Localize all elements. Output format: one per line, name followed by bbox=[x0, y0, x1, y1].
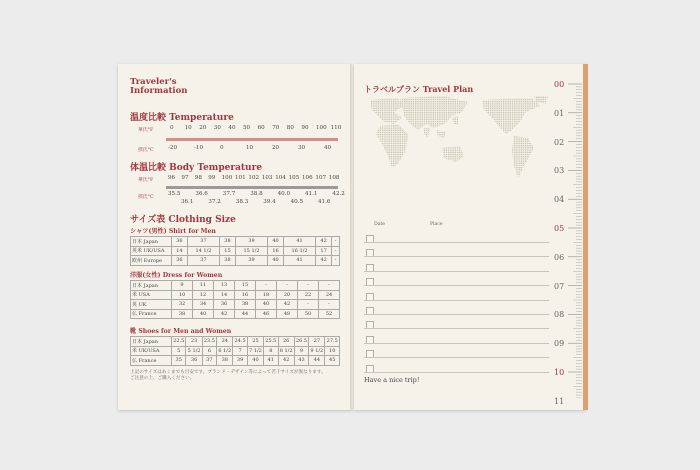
table-row bbox=[131, 256, 340, 266]
body-c-value: 37.2 bbox=[208, 199, 221, 205]
plan-line[interactable] bbox=[364, 357, 549, 358]
table-cell: 16 1/2 bbox=[283, 246, 315, 256]
table-cell: 40 bbox=[193, 309, 214, 319]
table-cell: - bbox=[332, 237, 340, 247]
table-cell: 37 bbox=[187, 237, 219, 247]
table-cell: 18 bbox=[256, 290, 277, 300]
table-cell: 39 bbox=[235, 237, 267, 247]
table-cell: 42 bbox=[316, 237, 332, 247]
body-temperature-title: 体温比較 Body Temperature bbox=[130, 163, 263, 173]
body-c-value: 38.3 bbox=[235, 199, 249, 205]
body-celsius-values-upper bbox=[168, 191, 345, 198]
table-cell: 16 bbox=[235, 290, 256, 300]
dress-title: 洋服(女性) Dress for Women bbox=[130, 272, 223, 279]
table-cell: 15 bbox=[220, 246, 236, 256]
plan-line[interactable] bbox=[364, 256, 549, 257]
plan-line[interactable] bbox=[364, 300, 549, 301]
body-f-value: 100 bbox=[221, 175, 233, 181]
table-row bbox=[131, 246, 340, 256]
table-cell: 38 bbox=[217, 356, 233, 366]
table-cell: 17 bbox=[316, 246, 332, 256]
temperature-f-value: 50 bbox=[243, 125, 251, 131]
table-row bbox=[131, 356, 340, 366]
body-c-value: 39.4 bbox=[263, 199, 276, 205]
table-cell: 14 bbox=[214, 290, 235, 300]
temperature-c-value: -20 bbox=[168, 145, 178, 151]
ruler-number: 00 bbox=[554, 80, 565, 89]
table-cell: 38 bbox=[220, 237, 236, 247]
temperature-c-value: 20 bbox=[272, 145, 280, 151]
plan-line[interactable] bbox=[364, 343, 549, 344]
row-label: 日本 Japan bbox=[131, 337, 172, 347]
table-cell: 16 bbox=[268, 246, 284, 256]
table-cell: 20 bbox=[277, 290, 298, 300]
table-row bbox=[131, 281, 340, 291]
plan-line[interactable] bbox=[364, 314, 549, 315]
table-cell: 36 bbox=[214, 300, 235, 310]
table-cell: 8 bbox=[264, 346, 278, 356]
body-c-value: 41.1 bbox=[305, 191, 318, 197]
left-page-travelers-information bbox=[118, 64, 352, 410]
ruler-scale-icon bbox=[568, 80, 582, 398]
table-cell: 41 bbox=[264, 356, 278, 366]
body-f-value: 98 bbox=[194, 175, 202, 181]
table-cell: 13 bbox=[214, 281, 235, 291]
plan-line[interactable] bbox=[364, 271, 549, 272]
table-row bbox=[131, 337, 340, 347]
body-f-value: 106 bbox=[302, 175, 313, 181]
table-cell: 39 bbox=[233, 356, 247, 366]
temperature-scale-bar bbox=[166, 138, 338, 141]
shoes-title: 靴 Shoes for Men and Women bbox=[130, 328, 232, 335]
table-cell: 42 bbox=[278, 356, 294, 366]
temperature-f-value: 20 bbox=[199, 125, 207, 131]
table-cell: - bbox=[298, 300, 319, 310]
body-f-value: 96 bbox=[168, 175, 176, 181]
temperature-f-value: 80 bbox=[286, 125, 294, 131]
table-cell: 35 bbox=[172, 356, 186, 366]
table-cell: 44 bbox=[309, 356, 325, 366]
body-c-value: 38.8 bbox=[250, 191, 263, 197]
travel-plan-title: トラベルプラン Travel Plan bbox=[364, 84, 474, 94]
table-cell: - bbox=[256, 281, 277, 291]
table-cell: 5 1/2 bbox=[187, 347, 201, 354]
table-cell: 48 bbox=[277, 309, 298, 319]
temperature-f-value: 110 bbox=[330, 125, 342, 131]
table-cell: 22.5 bbox=[173, 338, 185, 345]
table-cell: 8 1/2 bbox=[279, 347, 293, 354]
table-cell: 7 1/2 bbox=[249, 347, 262, 354]
temperature-f-value: 100 bbox=[316, 125, 327, 131]
table-cell: 12 bbox=[193, 290, 214, 300]
table-cell: 50 bbox=[298, 309, 319, 319]
table-cell: 7 bbox=[233, 346, 247, 356]
table-cell: 41 bbox=[283, 256, 315, 266]
temperature-celsius-values bbox=[168, 145, 338, 153]
table-cell: 10 bbox=[325, 346, 340, 356]
temperature-c-value: -10 bbox=[194, 145, 204, 151]
table-cell: 40 bbox=[268, 256, 284, 266]
temperature-fahrenheit-values bbox=[168, 125, 342, 133]
table-row bbox=[131, 290, 340, 300]
table-cell: 42 bbox=[277, 300, 298, 310]
table-row bbox=[131, 346, 340, 356]
temperature-f-value: 40 bbox=[228, 125, 236, 131]
table-cell: 41 bbox=[283, 237, 315, 247]
table-cell: 38 bbox=[172, 309, 193, 319]
body-fahrenheit-label: 華氏°F bbox=[138, 178, 154, 183]
table-row bbox=[131, 237, 340, 247]
footer-message: Have a nice trip! bbox=[364, 376, 420, 384]
ruler-number: 05 bbox=[554, 224, 565, 233]
body-f-value: 97 bbox=[181, 175, 189, 181]
body-c-value: 41.6 bbox=[318, 199, 331, 205]
body-celsius-label: 摂氏°C bbox=[138, 195, 154, 200]
table-cell: 23.5 bbox=[203, 338, 215, 345]
table-cell: 14 bbox=[172, 246, 188, 256]
date-column-header: Date bbox=[374, 222, 385, 227]
temperature-c-value: 40 bbox=[324, 145, 332, 151]
shirt-title: シャツ(男性) Shirt for Men bbox=[130, 228, 216, 235]
plan-line[interactable] bbox=[364, 285, 549, 286]
table-cell: 44 bbox=[235, 309, 256, 319]
row-label: 米 USA bbox=[131, 290, 172, 300]
fahrenheit-label: 華氏°F bbox=[138, 128, 154, 133]
temperature-f-value: 90 bbox=[301, 125, 309, 131]
temperature-f-value: 0 bbox=[170, 125, 174, 131]
ruler-number: 01 bbox=[554, 108, 565, 118]
place-column-header: Place bbox=[430, 222, 443, 227]
right-page-travel-plan bbox=[354, 64, 586, 410]
table-cell: 26.5 bbox=[295, 338, 308, 345]
table-cell: 14 1/2 bbox=[187, 246, 219, 256]
table-cell: - bbox=[332, 256, 340, 266]
table-cell: 25.5 bbox=[265, 338, 277, 345]
ruler-number: 09 bbox=[554, 339, 565, 349]
body-c-value: 42.2 bbox=[332, 191, 345, 197]
table-cell: 10 bbox=[172, 290, 193, 300]
table-cell: 24 bbox=[319, 290, 340, 300]
table-cell: 43 bbox=[294, 356, 308, 366]
body-c-value: 40.0 bbox=[277, 191, 291, 197]
table-cell: 5 bbox=[172, 346, 186, 356]
table-cell: 42 bbox=[214, 309, 235, 319]
table-cell: 22 bbox=[298, 290, 319, 300]
plan-line[interactable] bbox=[364, 242, 549, 243]
row-label: 欧州 Europe bbox=[131, 256, 172, 266]
plan-line[interactable] bbox=[364, 328, 549, 329]
ruler-number: 11 bbox=[554, 396, 565, 406]
table-cell: 6 1/2 bbox=[218, 347, 232, 354]
temperature-f-value: 60 bbox=[257, 125, 265, 131]
body-temperature-scale-bar bbox=[166, 186, 338, 189]
body-celsius-values-lower bbox=[168, 199, 338, 206]
shoes-size-table bbox=[130, 336, 340, 366]
table-cell: 15 bbox=[235, 281, 256, 291]
body-f-value: 103 bbox=[261, 175, 273, 181]
ruler-number: 10 bbox=[554, 368, 565, 377]
shirt-size-table bbox=[130, 236, 340, 266]
table-cell: 37 bbox=[187, 256, 219, 266]
body-c-value: 36.6 bbox=[195, 191, 208, 197]
heading-line-2: Information bbox=[130, 86, 188, 96]
table-row bbox=[131, 309, 340, 319]
table-cell: 42 bbox=[316, 256, 332, 266]
size-note-line-1: 上記のサイズはあくまでも目安です。ブランド・デザイン等によって若干サイズが異なります。 bbox=[130, 370, 326, 375]
table-cell: 9 1/2 bbox=[310, 347, 324, 354]
body-f-value: 108 bbox=[328, 175, 340, 181]
world-map-icon bbox=[364, 94, 554, 184]
row-label: 米 UK/USA bbox=[131, 346, 172, 356]
table-row bbox=[131, 300, 340, 310]
table-cell: 46 bbox=[256, 309, 277, 319]
table-cell: 36 bbox=[186, 356, 202, 366]
ruler-number: 04 bbox=[554, 195, 565, 205]
table-cell: 26 bbox=[278, 337, 294, 347]
table-cell: 32 bbox=[172, 300, 193, 310]
temperature-f-value: 10 bbox=[184, 125, 192, 131]
temperature-c-value: 30 bbox=[298, 145, 306, 151]
body-c-value: 36.1 bbox=[181, 199, 194, 205]
table-cell: 34 bbox=[193, 300, 214, 310]
table-cell: - bbox=[298, 281, 319, 291]
body-c-value: 40.5 bbox=[290, 199, 304, 205]
table-cell: 15 1/2 bbox=[235, 246, 267, 256]
body-f-value: 99 bbox=[208, 175, 216, 181]
size-note bbox=[130, 370, 326, 382]
heading-line-1: Traveler's bbox=[130, 77, 177, 87]
temperature-f-value: 70 bbox=[272, 125, 280, 131]
body-f-value: 104 bbox=[275, 175, 286, 181]
table-cell: 9 bbox=[172, 281, 193, 291]
ruler-number: 02 bbox=[554, 137, 565, 147]
temperature-f-value: 30 bbox=[213, 125, 221, 131]
table-cell: 24.5 bbox=[234, 338, 246, 345]
table-cell: 36 bbox=[172, 237, 188, 247]
body-f-value: 105 bbox=[288, 175, 300, 181]
row-label: 仏 France bbox=[131, 356, 172, 366]
body-c-value: 35.5 bbox=[168, 191, 181, 197]
dress-size-table bbox=[130, 280, 340, 319]
size-note-line-2: ご注意の上、ご購入ください。 bbox=[130, 376, 195, 381]
table-cell: - bbox=[319, 281, 340, 291]
body-fahrenheit-values bbox=[168, 175, 338, 183]
table-cell: - bbox=[277, 281, 298, 291]
table-cell: 52 bbox=[319, 309, 340, 319]
table-cell: 27.5 bbox=[326, 338, 338, 345]
notebook-spread bbox=[118, 64, 586, 410]
page-heading bbox=[130, 78, 187, 96]
table-cell: 24 bbox=[217, 337, 233, 347]
row-label: 英 UK bbox=[131, 300, 172, 310]
clothing-size-title: サイズ表 Clothing Size bbox=[130, 215, 236, 225]
temperature-title: 温度比較 Temperature bbox=[130, 113, 234, 123]
plan-line[interactable] bbox=[364, 372, 549, 373]
celsius-label: 摂氏°C bbox=[138, 148, 154, 153]
body-f-value: 107 bbox=[315, 175, 327, 181]
ruler-number: 07 bbox=[554, 281, 565, 291]
table-cell: 39 bbox=[235, 256, 267, 266]
row-label: 仏 France bbox=[131, 309, 172, 319]
ruler-number: 08 bbox=[554, 310, 565, 320]
table-cell: 23 bbox=[186, 337, 202, 347]
table-cell: 25 bbox=[247, 337, 263, 347]
table-cell: 36 bbox=[172, 256, 188, 266]
row-label: 日本 Japan bbox=[131, 237, 172, 247]
table-cell: 38 bbox=[220, 256, 236, 266]
table-cell: - bbox=[332, 246, 340, 256]
table-cell: 37 bbox=[202, 356, 216, 366]
table-cell: 40 bbox=[247, 356, 263, 366]
table-cell: - bbox=[319, 300, 340, 310]
body-f-value: 101 bbox=[235, 175, 246, 181]
body-c-value: 37.7 bbox=[222, 191, 236, 197]
temperature-c-value: 0 bbox=[220, 145, 224, 151]
temperature-c-value: 10 bbox=[246, 145, 254, 151]
bookmark-ribbon bbox=[583, 64, 588, 410]
ruler-number: 03 bbox=[554, 166, 565, 176]
table-cell: 11 bbox=[193, 281, 214, 291]
table-cell: 27 bbox=[309, 337, 325, 347]
table-cell: 38 bbox=[235, 300, 256, 310]
table-cell: 6 bbox=[202, 346, 216, 356]
body-f-value: 102 bbox=[248, 175, 260, 181]
table-cell: 40 bbox=[268, 237, 284, 247]
row-label: 英米 UK/USA bbox=[131, 246, 172, 256]
ruler-number: 06 bbox=[554, 252, 565, 262]
row-label: 日本 Japan bbox=[131, 281, 172, 291]
table-cell: 40 bbox=[256, 300, 277, 310]
table-cell: 9 bbox=[294, 346, 308, 356]
table-cell: 45 bbox=[325, 356, 340, 366]
